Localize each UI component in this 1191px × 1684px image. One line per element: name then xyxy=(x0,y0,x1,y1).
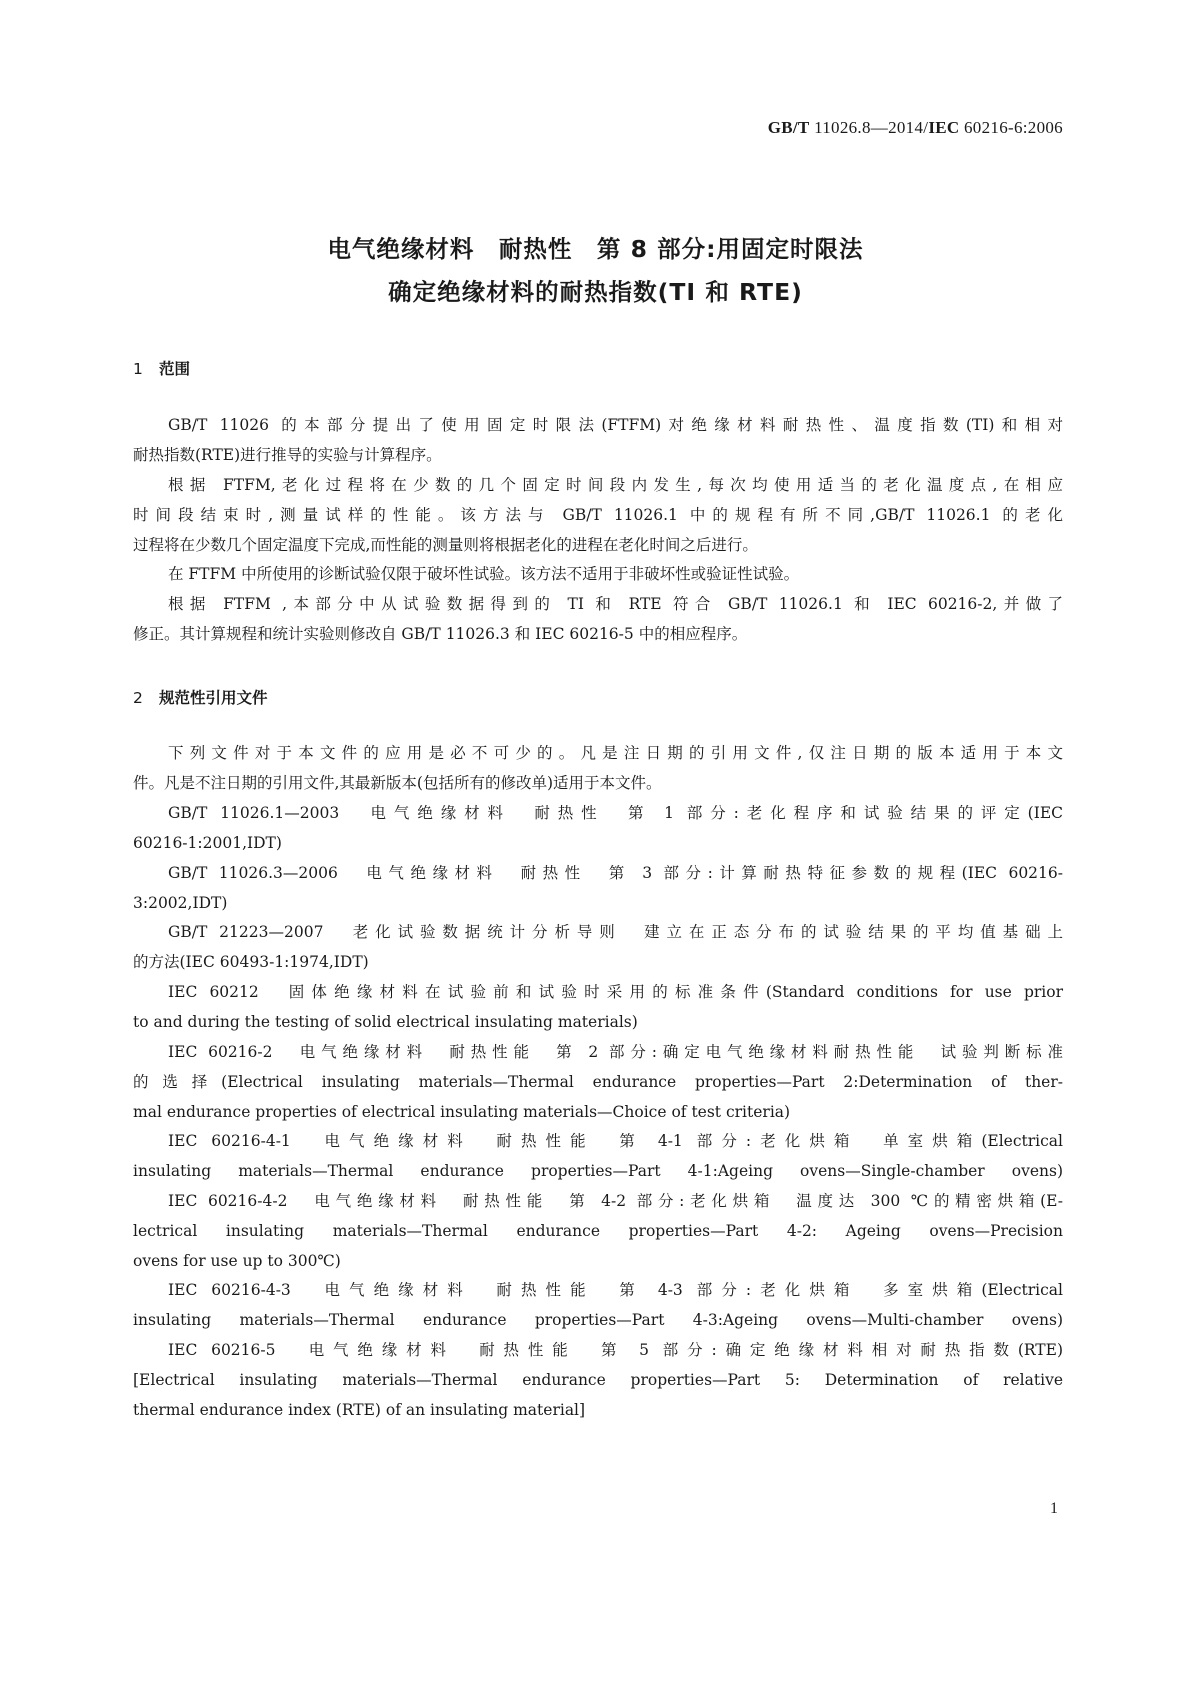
reference-item xyxy=(133,918,1063,978)
text-line: IEC 60216-5 电气绝缘材料 耐热性能 第 5 部分:确定绝缘材料相对耐热指数(RTE) xyxy=(168,1341,1063,1359)
text-line: 60216-1:2001,IDT) xyxy=(133,833,282,852)
title-line-1: 电气绝缘材料 耐热性 第 8 部分:用固定时限法 xyxy=(327,235,864,263)
text-line: 耐热指数(RTE)进行推导的实验与计算程序。 xyxy=(133,445,442,464)
paragraph xyxy=(133,560,1063,590)
text-line: GB/T 21223—2007 老化试验数据统计分析导则 建立在正态分布的试验结果的平均值基础上 xyxy=(168,923,1063,941)
reference-item xyxy=(133,1187,1063,1276)
paragraph xyxy=(133,739,1063,799)
reference-item xyxy=(133,1336,1063,1425)
paragraph xyxy=(133,411,1063,471)
reference-item xyxy=(133,859,1063,919)
text-line: [Electrical insulating materials—Thermal endurance properties—Part 5: Determination of relative xyxy=(133,1370,1063,1389)
text-line: 的选择(Electrical insulating materials—Thermal endurance properties—Part 2:Determination of ther- xyxy=(133,1072,1063,1091)
code-iec: IEC xyxy=(928,118,960,137)
text-line: lectrical insulating materials—Thermal endurance properties—Part 4-2: Ageing ovens—Precision xyxy=(133,1221,1063,1240)
text-line: 根据 FTFM,老化过程将在少数的几个固定时间段内发生,每次均使用适当的老化温度点,在相应 xyxy=(168,476,1063,494)
reference-item xyxy=(133,1127,1063,1187)
reference-item xyxy=(133,978,1063,1038)
text-line: IEC 60216-2 电气绝缘材料 耐热性能 第 2 部分:确定电气绝缘材料耐热性能 试验判断标准 xyxy=(168,1043,1063,1061)
text-line: GB/T 11026.3—2006 电气绝缘材料 耐热性 第 3 部分:计算耐热特征参数的规程(IEC 60216- xyxy=(168,864,1063,882)
text-line: GB/T 11026 的本部分提出了使用固定时限法(FTFM)对绝缘材料耐热性、温度指数(TI)和相对 xyxy=(168,416,1063,434)
title-line-2: 确定绝缘材料的耐热指数(TI 和 RTE) xyxy=(388,278,803,306)
reference-item xyxy=(133,799,1063,859)
text-line: IEC 60216-4-2 电气绝缘材料 耐热性能 第 4-2 部分:老化烘箱 温度达 300 ℃的精密烘箱(E- xyxy=(168,1192,1063,1210)
code-prefix: GB/T xyxy=(767,118,810,137)
text-line: insulating materials—Thermal endurance properties—Part 4-1:Ageing ovens—Single-chamber ovens) xyxy=(133,1161,1063,1180)
section-heading-scope xyxy=(133,357,190,379)
text-line: thermal endurance index (RTE) of an insulating material] xyxy=(133,1400,586,1419)
paragraph xyxy=(133,471,1063,560)
text-line: ovens for use up to 300℃) xyxy=(133,1251,341,1270)
text-line: GB/T 11026.1—2003 电气绝缘材料 耐热性 第 1 部分:老化程序和试验结果的评定(IEC xyxy=(168,804,1063,822)
section-number: 1 xyxy=(133,360,143,378)
section-title: 规范性引用文件 xyxy=(159,689,268,707)
reference-item xyxy=(133,1276,1063,1336)
text-line: to and during the testing of solid electrical insulating materials) xyxy=(133,1012,638,1031)
text-line: IEC 60216-4-1 电气绝缘材料 耐热性能 第 4-1 部分:老化烘箱 单室烘箱(Electrical xyxy=(168,1132,1063,1150)
section-heading-normative-references xyxy=(133,686,268,708)
text-line: 过程将在少数几个固定温度下完成,而性能的测量则将根据老化的进程在老化时间之后进行。 xyxy=(133,535,758,554)
text-line: 下列文件对于本文件的应用是必不可少的。凡是注日期的引用文件,仅注日期的版本适用于本文 xyxy=(168,744,1063,762)
text-line: 3:2002,IDT) xyxy=(133,893,228,912)
standard-code xyxy=(768,118,1063,138)
text-line: insulating materials—Thermal endurance properties—Part 4-3:Ageing ovens—Multi-chamber ovens) xyxy=(133,1310,1063,1329)
code-suffix: 60216-6:2006 xyxy=(959,118,1063,137)
text-line: mal endurance properties of electrical insulating materials—Choice of test criteria) xyxy=(133,1102,791,1121)
text-line: 的方法(IEC 60493-1:1974,IDT) xyxy=(133,952,369,971)
document-title xyxy=(0,228,1191,314)
code-main: 11026.8—2014/ xyxy=(809,118,929,137)
section-title: 范围 xyxy=(159,360,191,378)
text-line: 件。凡是不注日期的引用文件,其最新版本(包括所有的修改单)适用于本文件。 xyxy=(133,773,662,792)
text-line: 时间段结束时,测量试样的性能。该方法与 GB/T 11026.1 中的规程有所不同,GB/T 11026.1 的老化 xyxy=(133,505,1063,524)
reference-item xyxy=(133,1038,1063,1127)
section-number: 2 xyxy=(133,689,143,707)
text-line: 在 FTFM 中所使用的诊断试验仅限于破坏性试验。该方法不适用于非破坏性或验证性试验。 xyxy=(168,565,800,583)
paragraph xyxy=(133,590,1063,650)
text-line: 根据 FTFM ,本部分中从试验数据得到的 TI 和 RTE 符合 GB/T 11026.1 和 IEC 60216-2,并做了 xyxy=(168,595,1063,613)
text-line: IEC 60212 固体绝缘材料在试验前和试验时采用的标准条件(Standard conditions for use prior xyxy=(168,983,1063,1001)
text-line: IEC 60216-4-3 电气绝缘材料 耐热性能 第 4-3 部分:老化烘箱 多室烘箱(Electrical xyxy=(168,1281,1063,1299)
text-line: 修正。其计算规程和统计实验则修改自 GB/T 11026.3 和 IEC 60216-5 中的相应程序。 xyxy=(133,624,748,643)
page-number: 1 xyxy=(1050,1500,1058,1517)
